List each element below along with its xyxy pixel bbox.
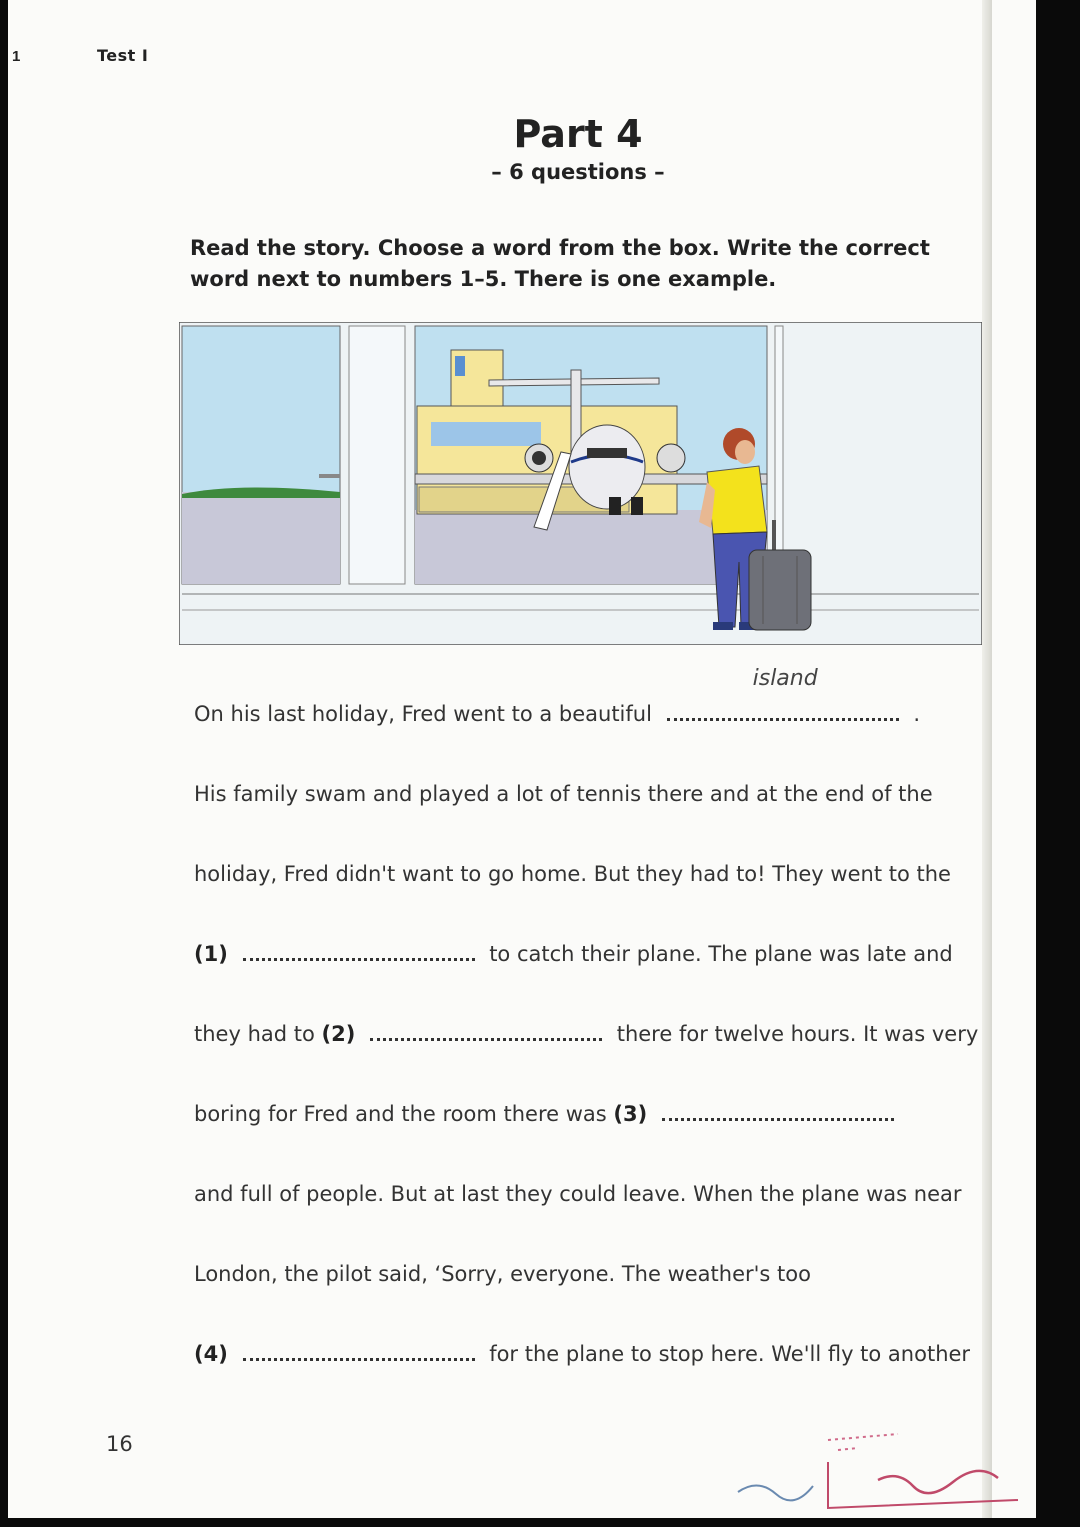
answer-blank-3[interactable] [662, 1092, 894, 1121]
story-line: London, the pilot said, ‘Sorry, everyone. The weather's too [194, 1262, 811, 1286]
question-count: – 6 questions – [491, 160, 665, 184]
margin-mark: 1 [12, 48, 21, 65]
story-text-segment: for the plane to stop here. We'll fly to another [489, 1342, 971, 1366]
part-title: Part 4 [513, 112, 643, 156]
answer-blank-2[interactable] [370, 1012, 602, 1041]
story-text-segment: to catch their plane. The plane was late and [489, 942, 953, 966]
story-line: holiday, Fred didn't want to go home. But they had to! They went to the [194, 862, 951, 886]
answer-blank-4[interactable] [243, 1332, 475, 1361]
left-window-pane [182, 326, 340, 584]
question-number-3: (3) [613, 1102, 648, 1126]
story-line: and full of people. But at last they could leave. When the plane was near [194, 1182, 962, 1206]
library-stamp [728, 1420, 1028, 1515]
story-text [194, 666, 994, 1408]
page-number: 16 [106, 1432, 133, 1456]
story-line [194, 1328, 994, 1408]
story-text-segment: On his last holiday, Fred went to a beautiful [194, 702, 652, 726]
example-answer: island [752, 666, 818, 691]
question-number-4: (4) [194, 1342, 228, 1366]
story-line: His family swam and played a lot of tennis there and at the end of the [194, 782, 933, 806]
answer-blank-1[interactable] [243, 932, 475, 961]
story-line [194, 928, 994, 1008]
story-line [194, 666, 994, 768]
story-line [194, 1008, 994, 1088]
workbook-page [8, 0, 1036, 1518]
story-line [194, 1088, 994, 1168]
story-text-segment: boring for Fred and the room there was [194, 1102, 607, 1126]
story-text-segment: . [913, 702, 920, 726]
task-instructions: Read the story. Choose a word from the box. Write the correct word next to numbers 1–5. There is one example. [190, 236, 930, 291]
story-text-segment: they had to [194, 1022, 315, 1046]
airport-illustration [179, 322, 982, 645]
question-number-2: (2) [321, 1022, 356, 1046]
story-text-segment: there for twelve hours. It was very [616, 1022, 979, 1046]
question-number-1: (1) [194, 942, 228, 966]
test-header: Test I [97, 46, 149, 65]
example-answer-blank [667, 666, 899, 721]
